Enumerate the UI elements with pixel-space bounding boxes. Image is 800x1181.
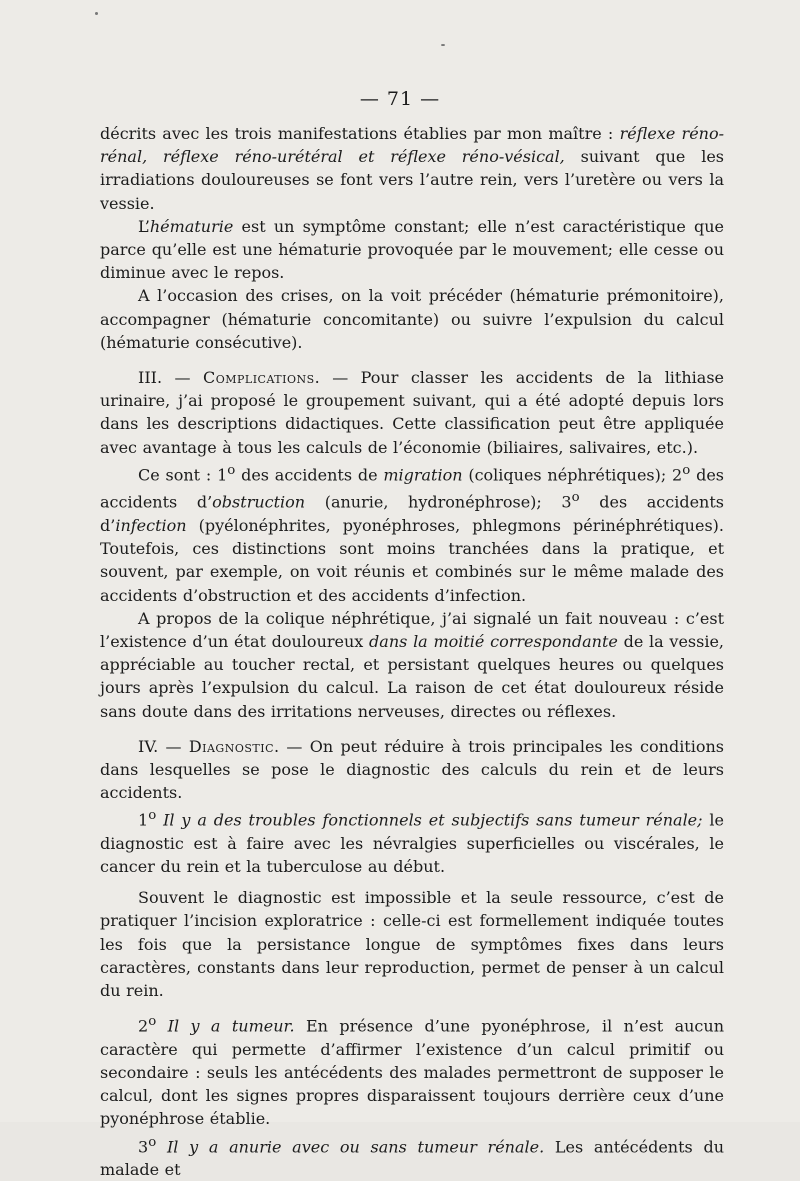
ordinal-sup: o — [227, 462, 236, 478]
ordinal-sup: o — [148, 1014, 157, 1030]
text-run: 2 — [138, 1016, 149, 1036]
paragraph-crises: A l’occasion des crises, on la voit précéder (hématurie prémonitoire), accompagner (hématurie concomitante) ou suivre l’expulsion du calcul (hématurie consécutive). — [100, 286, 724, 352]
text-run: (pyélonéphrites, pyonéphroses, phlegmons périnéphrétiques). Toutefois, ces distinctions sont moins tranchées dans la pratique, et souvent, par exemple, on voit réunis et combinés sur le même malade des accidents d’obstruction et des accidents d’infection. — [100, 515, 724, 605]
text-run: Les antécédents du malade et — [100, 1136, 724, 1180]
paragraph-incision: Souvent le diagnostic est impossible et la seule ressource, c’est de pratiquer l’incision exploratrice : celle-ci est formellement indiquée toutes les fois que la persistance longue de symptômes fixes dans leurs caractères, constants dans leur reproduction, permet de penser à un calcul du rein. — [100, 888, 724, 1001]
text-run: le diagnostic est à faire avec les névralgies superficielles ou viscérales, le cancer du rein et la tuberculose au début. — [100, 810, 725, 877]
italic-run: dans la moitié correspondante — [369, 631, 618, 651]
text-run — [156, 1137, 167, 1156]
italic-run: réflexe réno-rénal, réflexe réno-urétéral et réflexe réno-vésical, — [100, 124, 725, 167]
paragraph-accidents — [100, 459, 724, 607]
section-number: IV. — — [138, 736, 189, 756]
paragraph-complications — [100, 366, 724, 459]
paragraph-diagnostic — [100, 735, 724, 805]
ordinal-sup: o — [148, 1134, 157, 1150]
italic-run: Il y a tumeur. — [167, 1016, 295, 1036]
text-run: des accidents d’ — [100, 492, 724, 535]
paragraph-case-1 — [100, 804, 724, 878]
italic-run: obstruction — [212, 492, 306, 512]
text-run: des accidents d’ — [100, 465, 724, 512]
italic-run: migration — [383, 465, 463, 485]
section-heading: Diagnostic — [188, 736, 274, 756]
paragraph-hematurie — [100, 215, 724, 285]
ordinal-sup: o — [148, 808, 157, 824]
text-run: décrits avec les trois manifestations établies par mon maître : — [100, 124, 620, 143]
paper-speck — [441, 44, 445, 46]
text-run: En présence d’une pyonéphrose, il n’est aucun caractère qui permette d’affirmer l’existence d’un calcul primitif ou secondaire : seuls les antécédents des malades permettront de supposer le calcul, dont les signes propres disparaissent toujours derrière ceux d’une pyonéphrose établie. — [100, 1016, 724, 1129]
text-run: . — On peut réduire à trois principales les conditions dans lesquelles se pose le diagnostic des calculs du rein et de leurs accidents. — [100, 736, 725, 803]
text-run: (coliques néphrétiques); 2 — [462, 465, 683, 485]
italic-run: infection — [115, 515, 187, 535]
ordinal-sup: o — [571, 490, 580, 506]
text-run — [156, 1017, 167, 1036]
italic-run: Il y a anurie avec ou sans tumeur rénale. — [166, 1136, 545, 1156]
text-run: de la vessie, appréciable au toucher rectal, et persistant quelques heures ou quelques jours après l’expulsion du calcul. La raison de cet état douloureux réside sans doute dans des irritations nerveuses, directes ou réflexes. — [100, 631, 725, 721]
paragraph-case-3 — [100, 1131, 724, 1181]
paragraph-reflexes — [100, 122, 724, 215]
text-run: (anurie, hydronéphrose); 3 — [305, 492, 572, 512]
text-run: . — Pour classer les accidents de la lithiase urinaire, j’ai proposé le groupement suivant, qui a été adopté depuis lors dans les descriptions didactiques. Cette classification peut être appliquée avec avantage à tous les calculs de l’économie (biliaires, salivaires, etc.). — [100, 368, 724, 457]
text-run: suivant que les irradiations douloureuses se font vers l’autre rein, vers l’uretère ou vers la vessie. — [100, 147, 725, 213]
body-text — [100, 122, 724, 1181]
text-run: 1 — [138, 810, 149, 830]
paragraph-colique — [100, 607, 724, 723]
italic-run: Il y a des troubles fonctionnels et subjectifs sans tumeur rénale; — [163, 810, 703, 830]
text-run: A propos de la colique néphrétique, j’ai signalé un fait nouveau : c’est l’existence d’un état douloureux — [100, 608, 724, 651]
section-heading: Complications — [202, 368, 315, 388]
paragraph-case-2 — [100, 1010, 724, 1130]
text-run: des accidents de — [235, 465, 384, 485]
text-run: est un symptôme constant; elle n’est caractéristique que parce qu’elle est une hématurie provoquée par le mouvement; elle cesse ou diminue avec le repos. — [100, 216, 724, 283]
text-run: 3 — [138, 1136, 149, 1156]
page-number: — 71 — — [359, 88, 441, 110]
section-number: III. — — [138, 368, 203, 388]
italic-run: hématurie — [149, 216, 234, 236]
text-run: L’ — [138, 216, 150, 236]
text-run: Ce sont : 1 — [138, 465, 228, 485]
paper-speck — [95, 12, 98, 15]
ordinal-sup: o — [682, 462, 691, 478]
